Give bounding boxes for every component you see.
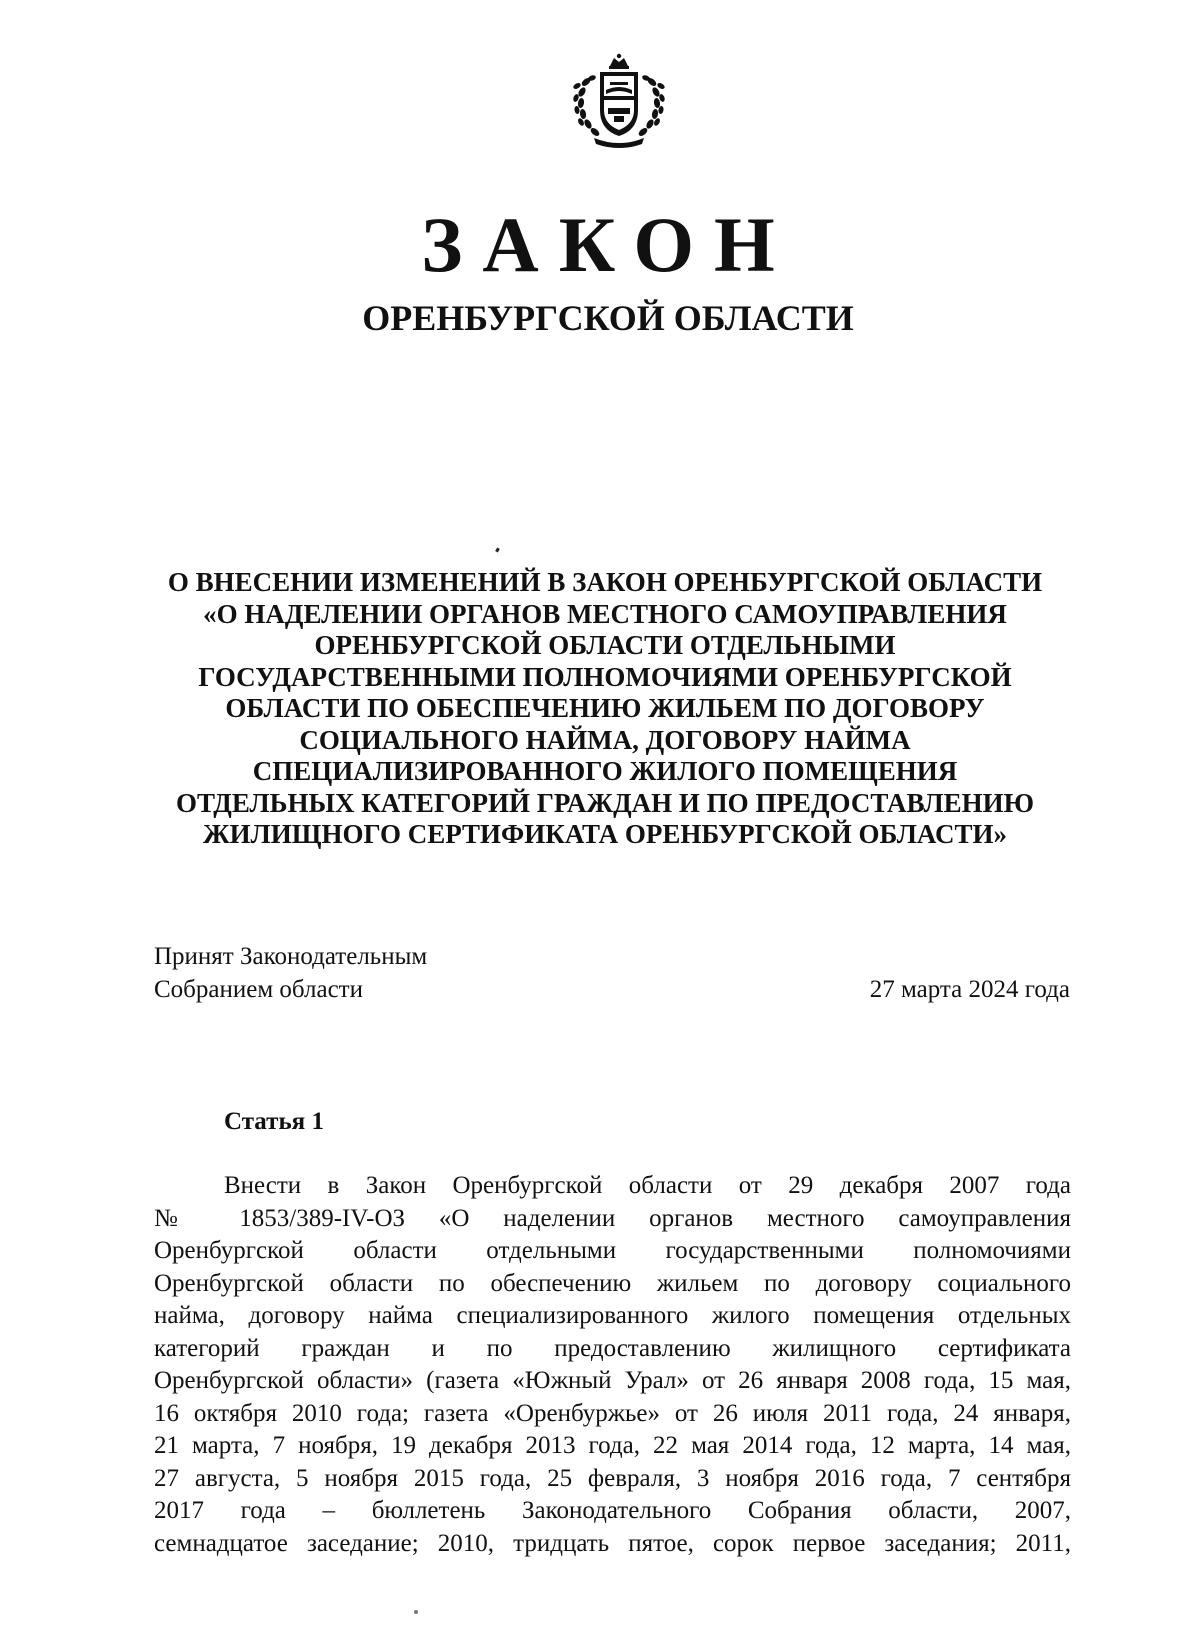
article-body-line: категорий граждан и по предоставлению жилищного сертификата — [154, 1334, 1071, 1362]
article-body-line: семнадцатое заседание; 2010, тридцать пятое, сорок первое заседания; 2011, — [154, 1529, 1071, 1557]
law-heading-line: ГОСУДАРСТВЕННЫМИ ПОЛНОМОЧИЯМИ ОРЕНБУРГСКОЙ — [198, 661, 1012, 692]
law-heading-line: СПЕЦИАЛИЗИРОВАННОГО ЖИЛОГО ПОМЕЩЕНИЯ — [252, 756, 958, 786]
adoption-note — [154, 940, 427, 1006]
article-body — [154, 1170, 1071, 1560]
article-body-line: 16 октября 2010 года; газета «Оренбуржье» от 26 июля 2011 года, 24 января, — [154, 1399, 1071, 1427]
article-body-line: найма, договору найма специализированного жилого помещения отдельных — [154, 1302, 1071, 1329]
law-heading-line: ОТДЕЛЬНЫХ КАТЕГОРИЙ ГРАЖДАН И ПО ПРЕДОСТАВЛЕНИЮ — [175, 787, 1035, 818]
law-heading-line: ОРЕНБУРГСКОЙ ОБЛАСТИ ОТДЕЛЬНЫМИ — [314, 630, 896, 660]
scan-speck — [495, 548, 500, 553]
adoption-line: Собранием области — [154, 976, 363, 1003]
article-body-line: 27 августа, 5 ноября 2015 года, 25 февраля, 3 ноября 2016 года, 7 сентября — [154, 1464, 1071, 1492]
law-heading-line: ЖИЛИЩНОГО СЕРТИФИКАТА ОРЕНБУРГСКОЙ ОБЛАСТИ» — [202, 819, 1008, 849]
article-body-line: 2017 года – бюллетень Законодательного Собрания области, 2007, — [154, 1497, 1071, 1524]
law-heading-line: О ВНЕСЕНИИ ИЗМЕНЕНИЙ В ЗАКОН ОРЕНБУРГСКОЙ ОБЛАСТИ — [167, 567, 1043, 597]
law-heading — [130, 567, 1080, 851]
adoption-line: Принят Законодательным — [154, 943, 428, 970]
article-body-line: Оренбургской области отдельными государственными полномочиями — [154, 1237, 1071, 1264]
article-title: Статья 1 — [224, 1108, 324, 1135]
document-region: ОРЕНБУРГСКОЙ ОБЛАСТИ — [362, 298, 854, 338]
article-body-line: Оренбургской области» (газета «Южный Урал» от 26 января 2008 года, 15 мая, — [154, 1367, 1071, 1394]
article-body-line: 21 марта, 7 ноября, 19 декабря 2013 года, 22 мая 2014 года, 12 марта, 14 мая, — [154, 1432, 1071, 1459]
article-body-line: Оренбургской области по обеспечению жильем по договору социального — [154, 1269, 1071, 1297]
law-heading-line: СОЦИАЛЬНОГО НАЙМА, ДОГОВОРУ НАЙМА — [299, 724, 911, 755]
law-heading-line: «О НАДЕЛЕНИИ ОРГАНОВ МЕСТНОГО САМОУПРАВЛЕНИЯ — [203, 598, 1007, 629]
adoption-date: 27 марта 2024 года — [869, 976, 1070, 1003]
article-body-line: № 1853/389-IV-ОЗ «О наделении органов местного самоуправления — [154, 1204, 1071, 1232]
law-heading-line: ОБЛАСТИ ПО ОБЕСПЕЧЕНИЮ ЖИЛЬЕМ ПО ДОГОВОРУ — [225, 693, 985, 723]
article-body-line: Внести в Закон Оренбургской области от 29 декабря 2007 года — [224, 1172, 1071, 1199]
coat-of-arms-orenburg-icon — [572, 52, 666, 150]
scan-speck — [414, 1610, 418, 1614]
document-title: ЗАКОН — [421, 201, 795, 288]
